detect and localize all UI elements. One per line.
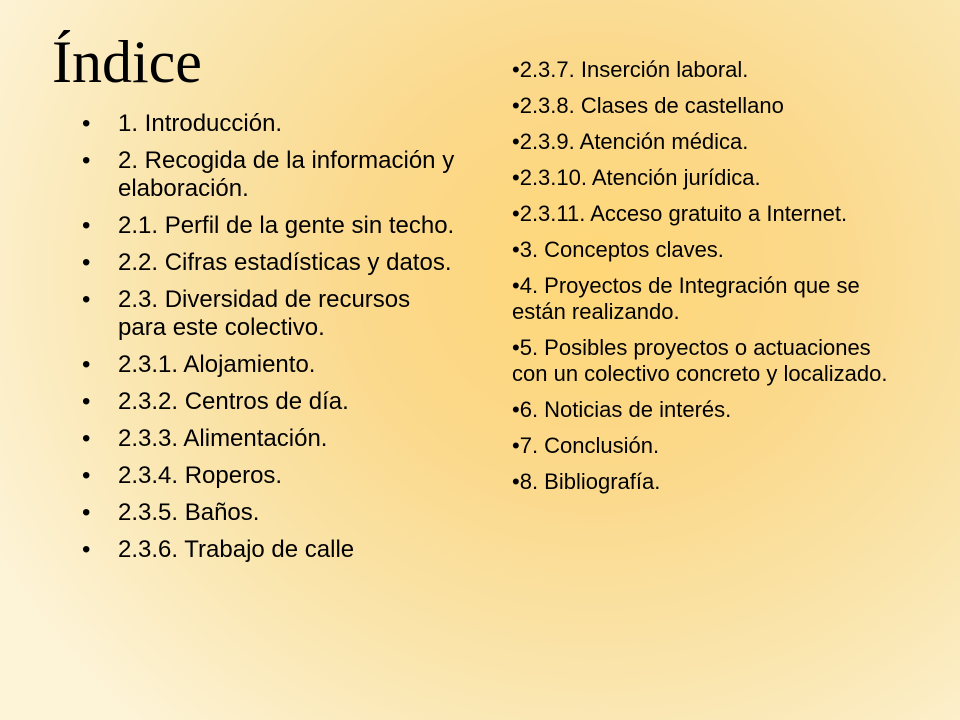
list-item-text: 2.3.4. Roperos. xyxy=(118,462,283,489)
list-item xyxy=(82,110,462,138)
list-item xyxy=(82,536,462,564)
list-item xyxy=(82,212,462,240)
bullet-icon: • xyxy=(82,388,91,415)
list-item xyxy=(82,147,462,203)
list-item xyxy=(82,351,462,379)
list-item-text: 2. Recogida de la información y elaboración. xyxy=(118,147,455,202)
bullet-icon: • xyxy=(82,536,91,563)
list-item xyxy=(82,286,462,342)
bullet-icon: • xyxy=(82,462,91,489)
list-item: •7. Conclusión. xyxy=(512,433,660,458)
list-item-text: 2.3. Diversidad de recursos para este colectivo. xyxy=(118,286,411,341)
bullet-icon: • xyxy=(82,286,91,313)
list-item xyxy=(82,499,462,527)
list-item-text: 2.2. Cifras estadísticas y datos. xyxy=(118,249,452,276)
list-item: •4. Proyectos de Integración que se están realizando. xyxy=(512,273,860,324)
list-item: •2.3.10. Atención jurídica. xyxy=(512,165,761,190)
list-item: •8. Bibliografía. xyxy=(512,469,661,494)
list-item-text: 2.3.1. Alojamiento. xyxy=(118,351,316,378)
bullet-icon: • xyxy=(82,249,91,276)
index-list-right xyxy=(512,57,892,505)
list-item xyxy=(82,462,462,490)
bullet-icon: • xyxy=(82,499,91,526)
list-item-text: 2.3.2. Centros de día. xyxy=(118,388,349,415)
list-item: •5. Posibles proyectos o actuaciones con un colectivo concreto y localizado. xyxy=(512,335,888,386)
bullet-icon: • xyxy=(82,212,91,239)
list-item-text: 1. Introducción. xyxy=(118,110,283,137)
slide-title: Índice xyxy=(52,29,202,95)
list-item: •2.3.9. Atención médica. xyxy=(512,129,749,154)
list-item: •6. Noticias de interés. xyxy=(512,397,732,422)
bullet-icon: • xyxy=(82,425,91,452)
bullet-icon: • xyxy=(82,351,91,378)
list-item-text: 2.3.6. Trabajo de calle xyxy=(118,536,355,563)
list-item-text: 2.3.3. Alimentación. xyxy=(118,425,328,452)
index-list-left xyxy=(82,110,462,573)
bullet-icon: • xyxy=(82,147,91,174)
list-item: •2.3.11. Acceso gratuito a Internet. xyxy=(512,201,848,226)
list-item: •3. Conceptos claves. xyxy=(512,237,724,262)
list-item-text: 2.1. Perfil de la gente sin techo. xyxy=(118,212,455,239)
bullet-icon: • xyxy=(82,110,91,137)
list-item xyxy=(82,388,462,416)
list-item: •2.3.8. Clases de castellano xyxy=(512,93,784,118)
list-item: •2.3.7. Inserción laboral. xyxy=(512,57,749,82)
list-item-text: 2.3.5. Baños. xyxy=(118,499,260,526)
list-item xyxy=(82,249,462,277)
list-item xyxy=(82,425,462,453)
